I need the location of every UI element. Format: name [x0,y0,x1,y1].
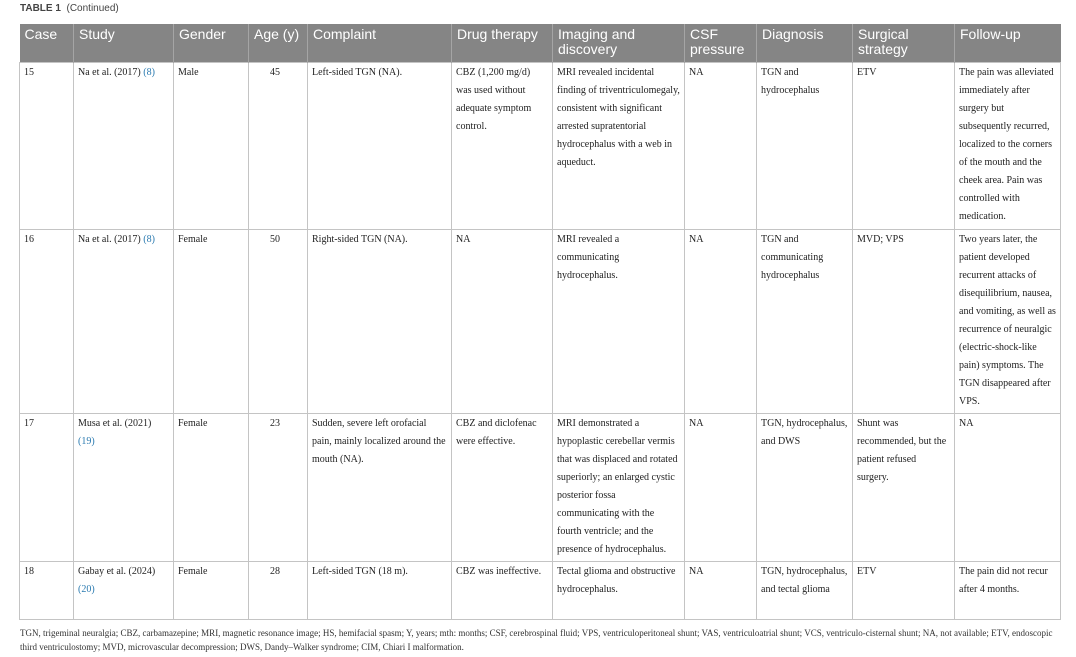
cell-diagnosis: TGN, hydrocephalus, and DWS [757,414,853,562]
table-continued: (Continued) [66,3,119,14]
cell-complaint: Left-sided TGN (NA). [308,63,452,230]
reference-link[interactable]: (19) [78,436,95,447]
cell-csf-pressure: NA [685,562,757,620]
cell-csf-pressure: NA [685,230,757,414]
col-header-complaint: Complaint [308,24,452,63]
col-header-surgical-strategy: Surgical strategy [853,24,955,63]
cell-csf-pressure: NA [685,63,757,230]
study-name: Na et al. (2017) [78,234,141,245]
cell-follow-up: Two years later, the patient developed recurrent attacks of disequilibrium, nausea, and vomiting, as well as recurrence of neuralgic (electric-shock-like pain) symptoms. The TGN disappeared after VPS. [955,230,1061,414]
cell-drug-therapy: CBZ was ineffective. [452,562,553,620]
study-name: Na et al. (2017) [78,67,141,78]
col-header-drug-therapy: Drug therapy [452,24,553,63]
reference-link[interactable]: (8) [143,67,155,78]
col-header-case: Case [20,24,74,63]
cell-diagnosis: TGN and hydrocephalus [757,63,853,230]
cell-csf-pressure: NA [685,414,757,562]
cell-complaint: Left-sided TGN (18 m). [308,562,452,620]
col-header-gender: Gender [174,24,249,63]
table-row [20,414,1061,562]
cell-gender: Female [174,414,249,562]
study-name: Musa et al. (2021) [78,418,152,429]
cell-complaint: Right-sided TGN (NA). [308,230,452,414]
cell-gender: Female [174,230,249,414]
cell-imaging: MRI revealed a communicating hydrocephalus. [553,230,685,414]
cell-study [74,63,174,230]
cell-gender: Female [174,562,249,620]
cell-surgical-strategy: ETV [853,562,955,620]
study-name: Gabay et al. (2024) [78,566,156,577]
cell-drug-therapy: NA [452,230,553,414]
cell-surgical-strategy: ETV [853,63,955,230]
cell-diagnosis: TGN, hydrocephalus, and tectal glioma [757,562,853,620]
cell-surgical-strategy: Shunt was recommended, but the patient refused surgery. [853,414,955,562]
table-row [20,63,1061,230]
reference-link[interactable]: (20) [78,584,95,595]
table-row [20,230,1061,414]
reference-link[interactable]: (8) [143,234,155,245]
col-header-csf-pressure: CSF pressure [685,24,757,63]
cell-age: 28 [249,562,308,620]
cell-drug-therapy: CBZ (1,200 mg/d) was used without adequate symptom control. [452,63,553,230]
cell-follow-up: The pain was alleviated immediately after surgery but subsequently recurred, localized to the corners of the mouth and the cheek area. Pain was controlled with medication. [955,63,1061,230]
cell-case: 15 [20,63,74,230]
cell-imaging: MRI demonstrated a hypoplastic cerebellar vermis that was displaced and rotated superiorly; an enlarged cystic posterior fossa communicating with the fourth ventricle; and the presence of hydrocephalus. [553,414,685,562]
cell-case: 16 [20,230,74,414]
table-footnote: TGN, trigeminal neuralgia; CBZ, carbamazepine; MRI, magnetic resonance image; HS, hemifacial spasm; Y, years; mth: months; CSF, cerebrospinal fluid; VPS, ventriculoperitoneal shunt; VAS, ventriculoatrial shunt; VCS, ventriculo-cisternal shunt; NA, not available; ETV, endoscopic third ventriculostomy; MVD, microvascular decompression; DWS, Dandy–Walker syndrome; CIM, Chiari I malformation. [20,628,1053,652]
col-header-diagnosis: Diagnosis [757,24,853,63]
cell-follow-up: The pain did not recur after 4 months. [955,562,1061,620]
table-label: TABLE 1 [20,3,61,14]
cell-drug-therapy: CBZ and diclofenac were effective. [452,414,553,562]
data-table [19,24,1061,620]
cell-imaging: Tectal glioma and obstructive hydrocephalus. [553,562,685,620]
cell-follow-up: NA [955,414,1061,562]
col-header-study: Study [74,24,174,63]
cell-age: 45 [249,63,308,230]
cell-surgical-strategy: MVD; VPS [853,230,955,414]
table-row [20,562,1061,620]
cell-diagnosis: TGN and communicating hydrocephalus [757,230,853,414]
header-row [20,24,1061,63]
cell-age: 50 [249,230,308,414]
cell-complaint: Sudden, severe left orofacial pain, mainly localized around the mouth (NA). [308,414,452,562]
cell-case: 18 [20,562,74,620]
col-header-follow-up: Follow-up [955,24,1061,63]
cell-study [74,562,174,620]
cell-study [74,414,174,562]
cell-case: 17 [20,414,74,562]
col-header-imaging: Imaging and discovery [553,24,685,63]
cell-gender: Male [174,63,249,230]
cell-age: 23 [249,414,308,562]
cell-imaging: MRI revealed incidental finding of triventriculomegaly, consistent with significant arrested supratentorial hydrocephalus with a web in aqueduct. [553,63,685,230]
cell-study [74,230,174,414]
table-caption [20,3,119,14]
col-header-age: Age (y) [249,24,308,63]
